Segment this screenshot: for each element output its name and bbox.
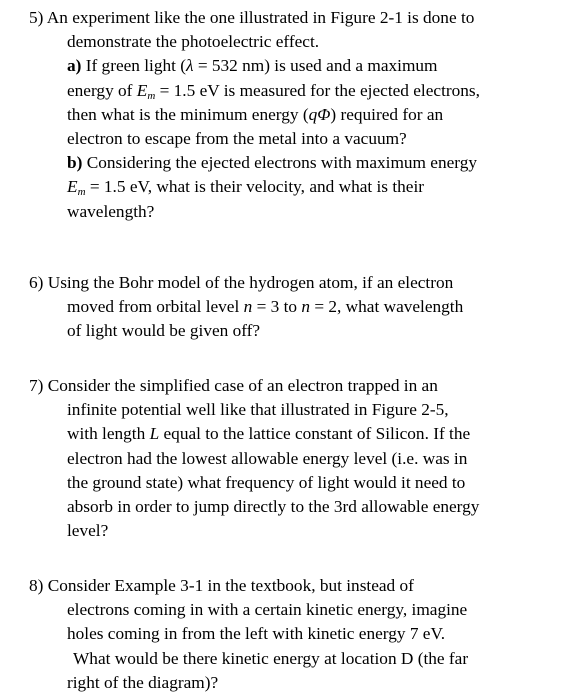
part-a-line xyxy=(29,103,559,127)
problem-7-line xyxy=(29,374,559,398)
problem-8-line xyxy=(29,598,559,622)
problem-7-line xyxy=(29,447,559,471)
part-a-label: a) xyxy=(67,56,82,76)
problem-7-text: electron had the lowest allowable energy level (i.e. was in xyxy=(67,448,468,468)
problem-6-text: 6) Using the Bohr model of the hydrogen atom, if an electron xyxy=(29,273,454,292)
part-a-line xyxy=(29,127,559,151)
problem-7-text: the ground state) what frequency of light would it need to xyxy=(67,472,466,492)
problem-6-line xyxy=(29,295,559,319)
part-b-text: = 1.5 eV, what is their velocity, and what is their xyxy=(85,177,425,197)
problem-6-line xyxy=(29,271,559,295)
problem-6-text: = 3 to xyxy=(252,297,302,317)
n-symbol: n xyxy=(301,297,311,317)
problem-7-text: equal to the lattice constant of Silicon. If the xyxy=(159,424,471,444)
problem-8-text: electrons coming in with a certain kinetic energy, imagine xyxy=(67,600,468,620)
problem-7-line xyxy=(29,495,559,519)
problem-8-text: right of the diagram)? xyxy=(67,672,219,692)
problem-8-text: 8) Consider Example 3-1 in the textbook, but instead of xyxy=(29,576,414,595)
energy-subscript: m xyxy=(77,186,86,199)
length-symbol: L xyxy=(149,424,160,444)
part-b-text: wavelength? xyxy=(67,201,155,221)
part-a-text: then what is the minimum energy ( xyxy=(67,104,309,124)
energy-subscript: m xyxy=(147,89,156,102)
energy-symbol: E xyxy=(67,177,78,197)
problem-8-line xyxy=(29,647,559,671)
problem-7-text: level? xyxy=(67,521,109,541)
problem-5-text: demonstrate the photoelectric effect. xyxy=(67,32,320,52)
part-b-line xyxy=(29,151,559,175)
problem-8-text: What would be there kinetic energy at location D (the far xyxy=(73,648,469,668)
problem-8-line xyxy=(29,671,559,695)
part-a-line xyxy=(29,54,559,78)
problem-8-line xyxy=(29,622,559,646)
part-b-line xyxy=(29,200,559,224)
problem-5-text: 5) An experiment like the one illustrated in Figure 2-1 is done to xyxy=(29,8,475,27)
energy-symbol: E xyxy=(136,80,148,100)
part-a-text: ) required for an xyxy=(330,104,444,124)
problem-6 xyxy=(29,271,559,344)
problem-8-text: holes coming in from the left with kinetic energy 7 eV. xyxy=(67,624,446,644)
problem-7-text: with length xyxy=(67,424,150,444)
part-a-text: energy of xyxy=(67,80,137,100)
problem-7-text: absorb in order to jump directly to the 3rd allowable energy xyxy=(67,496,480,516)
problem-7-line xyxy=(29,398,559,422)
problem-8 xyxy=(29,574,559,695)
part-b-label: b) xyxy=(67,153,83,173)
problem-5-line xyxy=(29,30,559,54)
work-function-symbol: qΦ xyxy=(308,104,331,124)
problem-6-text: = 2, what wavelength xyxy=(310,297,464,317)
n-symbol: n xyxy=(243,297,253,317)
problem-7-line xyxy=(29,519,559,543)
problem-7-text: infinite potential well like that illustrated in Figure 2-5, xyxy=(67,400,449,420)
problem-8-line xyxy=(29,574,559,598)
lambda-symbol: λ xyxy=(186,56,194,76)
part-a-text: = 532 nm) is used and a maximum xyxy=(193,56,438,76)
problem-6-line xyxy=(29,319,559,343)
problem-6-text: moved from orbital level xyxy=(67,297,244,317)
problem-5 xyxy=(29,6,559,224)
part-a-text: = 1.5 eV is measured for the ejected electrons, xyxy=(155,80,480,100)
problem-7 xyxy=(29,374,559,543)
part-b-text: Considering the ejected electrons with maximum energy xyxy=(82,153,478,173)
problem-6-text: of light would be given off? xyxy=(67,321,261,341)
part-b-line xyxy=(29,175,559,199)
problem-7-text: 7) Consider the simplified case of an electron trapped in an xyxy=(29,376,438,395)
part-a-text: If green light ( xyxy=(81,56,187,76)
problem-7-line xyxy=(29,471,559,495)
problem-5-line xyxy=(29,6,559,30)
part-a-text: electron to escape from the metal into a vacuum? xyxy=(67,128,407,148)
part-a-line xyxy=(29,79,559,103)
problem-7-line xyxy=(29,422,559,446)
